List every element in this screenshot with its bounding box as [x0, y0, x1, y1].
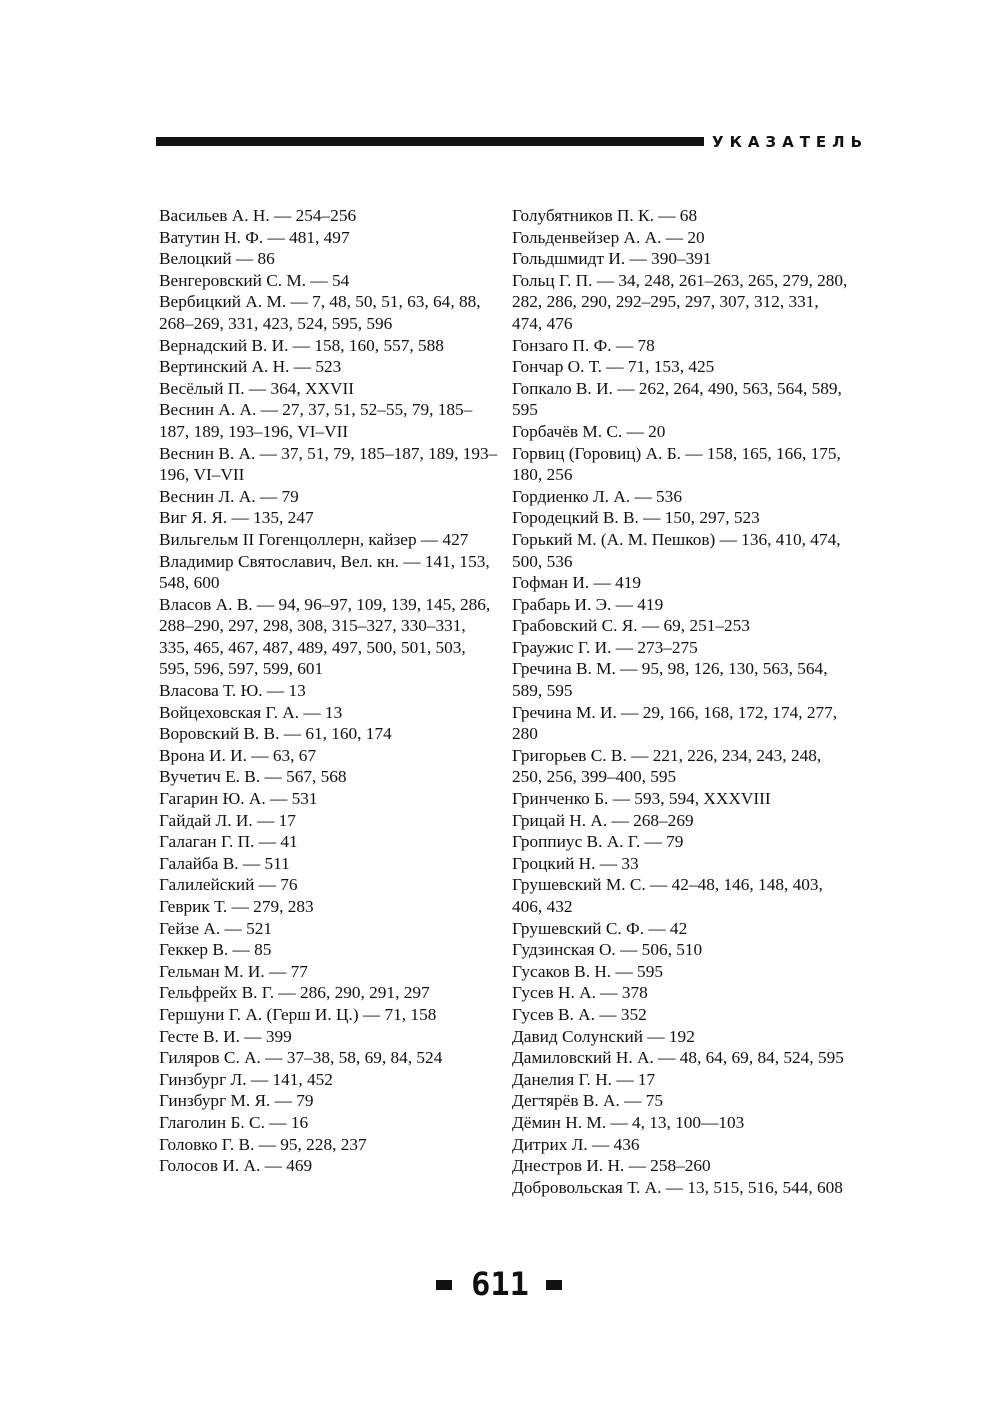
index-entry: Галаган Г. П. — 41 [159, 832, 298, 852]
index-entry: Дамиловский Н. А. — 48, 64, 69, 84, 524, 595 [512, 1048, 844, 1068]
index-entry: Гагарин Ю. А. — 531 [159, 789, 318, 809]
page-number-right-mark [546, 1280, 562, 1290]
index-entry: Гроппиус В. А. Г. — 79 [512, 832, 684, 852]
index-entry: Воровский В. В. — 61, 160, 174 [159, 724, 392, 744]
index-entry: Гусев В. А. — 352 [512, 1004, 647, 1024]
index-entry: Гончар О. Т. — 71, 153, 425 [512, 357, 715, 377]
index-entry: Геврик Т. — 279, 283 [159, 897, 314, 916]
index-entry: Гусев Н. А. — 378 [512, 983, 648, 1003]
index-entry: Виг Я. Я. — 135, 247 [159, 508, 314, 528]
index-entry: Вертинский А. Н. — 523 [159, 357, 342, 377]
index-entry: Горвиц (Горовиц) А. Б. — 158, 165, 166, 175, 180, 256 [512, 443, 841, 485]
index-entry: Веснин В. А. — 37, 51, 79, 185–187, 189, 193–196, VI–VII [159, 443, 498, 485]
index-entry: Гинзбург Л. — 141, 452 [159, 1069, 333, 1089]
index-entry: Данелия Г. Н. — 17 [512, 1069, 656, 1089]
index-entry: Гольдшмидт И. — 390–391 [512, 249, 712, 269]
index-entry: Гринченко Б. — 593, 594, XXXVIII [512, 789, 771, 809]
index-entry: Голубятников П. К. — 68 [512, 206, 698, 225]
index-entry: Давид Солунский — 192 [512, 1026, 695, 1046]
index-entry: Ватутин Н. Ф. — 481, 497 [159, 227, 350, 247]
index-entry: Веснин Л. А. — 79 [159, 486, 299, 506]
index-entry: Дитрих Л. — 436 [512, 1134, 640, 1154]
index-entry: Гайдай Л. И. — 17 [159, 810, 296, 830]
index-entry: Грицай Н. А. — 268–269 [512, 810, 694, 830]
running-header-title: УКАЗАТЕЛЬ [712, 133, 869, 151]
index-entry: Галилейский — 76 [159, 875, 298, 895]
index-entry: Гейзе А. — 521 [159, 918, 273, 938]
index-entry: Дёмин Н. М. — 4, 13, 100—103 [512, 1112, 745, 1132]
index-entry: Гольц Г. П. — 34, 248, 261–263, 265, 279, 280, 282, 286, 290, 292–295, 297, 307, 312, 331, 474, 476 [512, 270, 848, 333]
index-entry: Геккер В. — 85 [159, 940, 272, 960]
index-entry: Горький М. (А. М. Пешков) — 136, 410, 474, 500, 536 [512, 529, 841, 571]
index-entry: Гроцкий Н. — 33 [512, 853, 639, 873]
index-entry: Галайба В. — 511 [159, 853, 290, 873]
page-number: 611 [471, 1265, 529, 1303]
index-entry: Гофман И. — 419 [512, 573, 642, 593]
index-entry: Гиляров С. А. — 37–38, 58, 69, 84, 524 [159, 1048, 443, 1068]
index-entry: Добровольская Т. А. — 13, 515, 516, 544, 608 [512, 1177, 843, 1197]
index-entry: Веснин А. А. — 27, 37, 51, 52–55, 79, 185–187, 189, 193–196, VI–VII [159, 400, 473, 441]
page-number-left-mark [436, 1280, 452, 1290]
index-entry: Гордиенко Л. А. — 536 [512, 486, 682, 506]
index-entry: Васильев А. Н. — 254–256 [159, 206, 357, 225]
index-entry: Войцеховская Г. А. — 13 [159, 702, 343, 722]
index-entry: Вучетич Е. В. — 567, 568 [159, 767, 347, 787]
index-entry: Гольденвейзер А. А. — 20 [512, 227, 705, 247]
header-rule [156, 137, 704, 146]
index-column-right [512, 205, 852, 1198]
index-entry: Гинзбург М. Я. — 79 [159, 1091, 314, 1111]
index-entry: Днестров И. Н. — 258–260 [512, 1156, 711, 1176]
index-entry: Гесте В. И. — 399 [159, 1026, 292, 1046]
index-entry: Грушевский М. С. — 42–48, 146, 148, 403, 406, 432 [512, 875, 823, 916]
index-entry: Велоцкий — 86 [159, 249, 275, 269]
index-entry: Владимир Святославич, Вел. кн. — 141, 153, 548, 600 [159, 551, 490, 593]
index-entry: Граужис Г. И. — 273–275 [512, 637, 698, 657]
index-entry: Гречина М. И. — 29, 166, 168, 172, 174, 277, 280 [512, 702, 838, 744]
index-entry: Вернадский В. И. — 158, 160, 557, 588 [159, 335, 444, 355]
index-entry: Гудзинская О. — 506, 510 [512, 940, 703, 960]
index-entry: Григорьев С. В. — 221, 226, 234, 243, 248, 250, 256, 399–400, 595 [512, 745, 822, 787]
index-entry: Вильгельм II Гогенцоллерн, кайзер — 427 [159, 529, 469, 549]
index-entry: Горбачёв М. С. — 20 [512, 421, 666, 441]
index-entry: Вербицкий А. М. — 7, 48, 50, 51, 63, 64, 88, 268–269, 331, 423, 524, 595, 596 [159, 292, 481, 333]
index-entry: Дегтярёв В. А. — 75 [512, 1091, 663, 1111]
index-entry: Врона И. И. — 63, 67 [159, 745, 317, 765]
index-entry: Гельфрейх В. Г. — 286, 290, 291, 297 [159, 983, 430, 1003]
index-entry: Венгеровский С. М. — 54 [159, 270, 350, 290]
index-entry: Глаголин Б. С. — 16 [159, 1112, 309, 1132]
index-entry: Гельман М. И. — 77 [159, 961, 308, 981]
index-entry: Власова Т. Ю. — 13 [159, 681, 306, 701]
index-entry: Гонзаго П. Ф. — 78 [512, 335, 655, 355]
index-entry: Грушевский С. Ф. — 42 [512, 918, 688, 938]
index-entry: Голосов И. А. — 469 [159, 1156, 313, 1176]
index-entry: Грабовский С. Я. — 69, 251–253 [512, 616, 750, 636]
index-entry: Гусаков В. Н. — 595 [512, 961, 663, 981]
index-entry: Грабарь И. Э. — 419 [512, 594, 664, 614]
index-entry: Головко Г. В. — 95, 228, 237 [159, 1134, 367, 1154]
index-entry: Городецкий В. В. — 150, 297, 523 [512, 508, 760, 528]
page-number-footer [0, 1264, 992, 1304]
index-entry: Гершуни Г. А. (Герш И. Ц.) — 71, 158 [159, 1004, 437, 1024]
index-entry: Гречина В. М. — 95, 98, 126, 130, 563, 564, 589, 595 [512, 659, 828, 701]
index-entry: Гопкало В. И. — 262, 264, 490, 563, 564, 589, 595 [512, 378, 842, 420]
index-entry: Весёлый П. — 364, XXVII [159, 378, 355, 398]
index-entry: Власов А. В. — 94, 96–97, 109, 139, 145, 286, 288–290, 297, 298, 308, 315–327, 330–331, 335, 465, 467, 487, 489, 497, 500, 501, 503, 595, 596, 597, 599, 601 [159, 594, 491, 679]
index-column-left [159, 205, 499, 1177]
